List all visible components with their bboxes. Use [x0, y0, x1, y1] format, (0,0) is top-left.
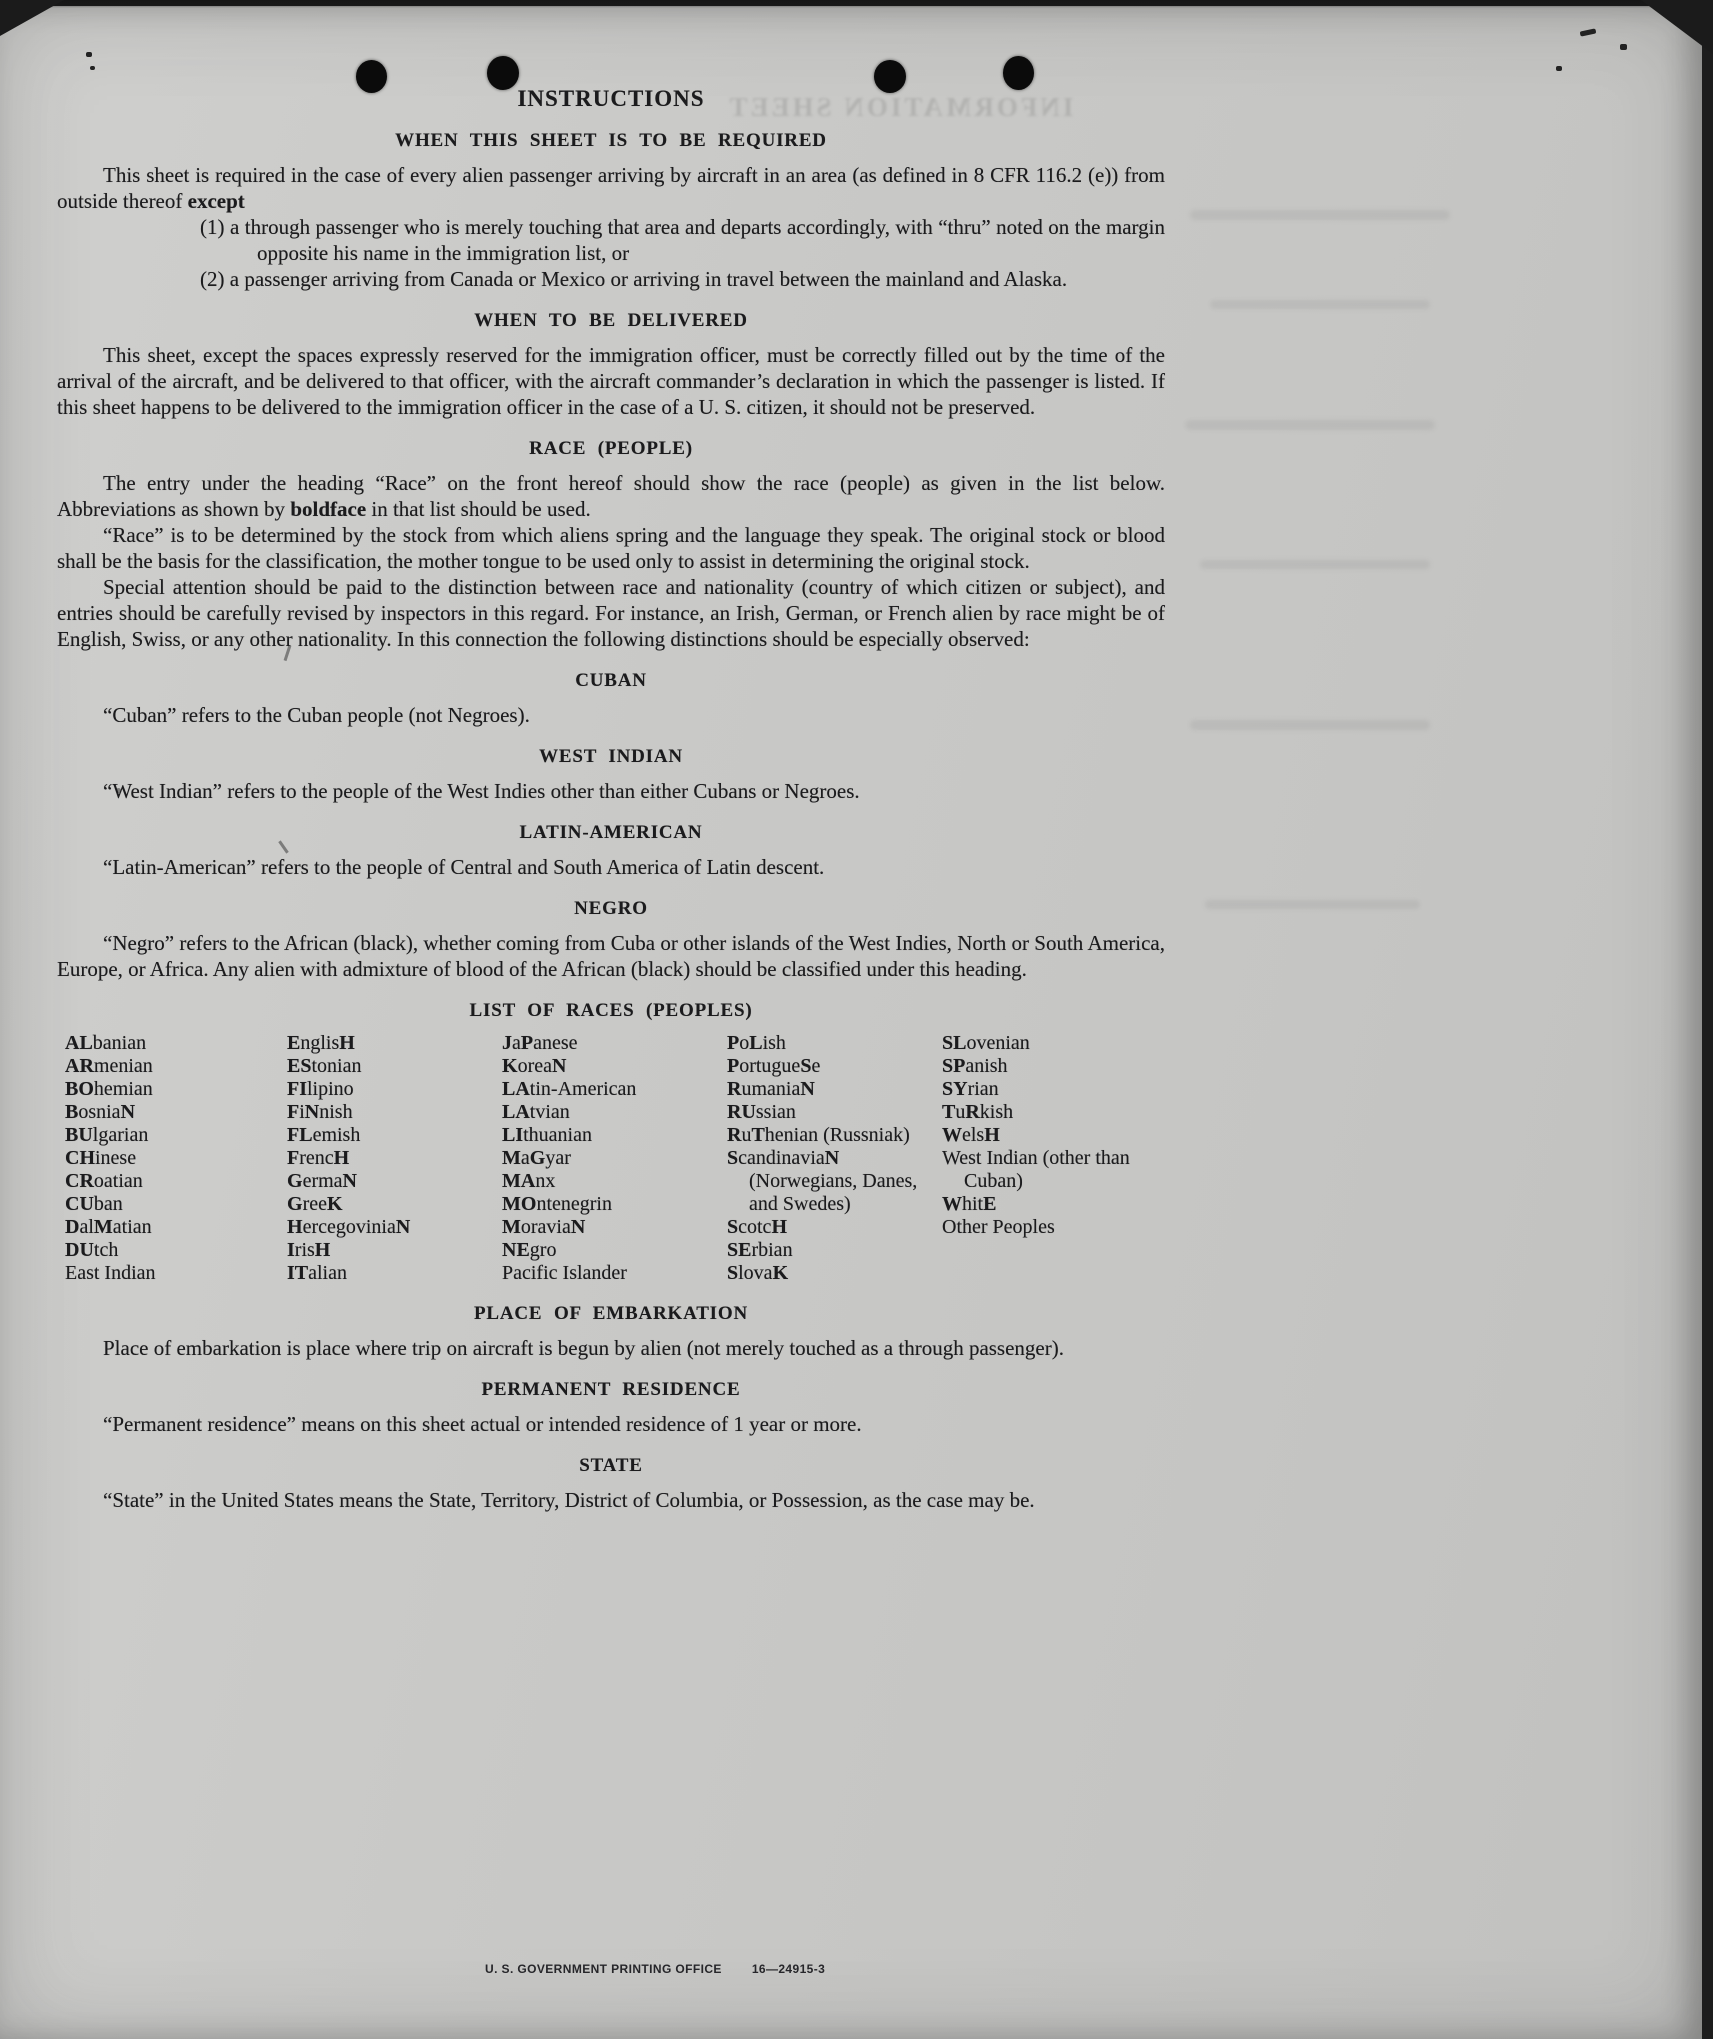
- bleedthrough-text: INFORMATION SHEET: [726, 92, 1074, 122]
- punch-hole: [487, 56, 519, 90]
- race-item: SLovenian: [942, 1032, 1030, 1054]
- scan-edge-right: [1702, 0, 1713, 2039]
- item-text: a passenger arriving from Canada or Mexico or arriving in travel between the mainland and Alaska.: [229, 267, 1068, 291]
- race-item: SPanish: [942, 1055, 1008, 1077]
- scan-speck: [86, 52, 92, 57]
- race-item: DUtch: [65, 1239, 119, 1261]
- race-item: BOhemian: [65, 1078, 153, 1100]
- paragraph-text: The entry under the heading “Race” on the front hereof should show the race (people) as given in the list below. Abbreviations as shown by: [57, 471, 1165, 521]
- scan-speck: [90, 66, 95, 70]
- bold-word-except: except: [187, 189, 245, 213]
- race-item: FIlipino: [287, 1078, 354, 1100]
- races-column-3: [502, 1032, 727, 1285]
- heading-negro: NEGRO: [574, 898, 648, 919]
- race-item: MOntenegrin: [502, 1193, 612, 1215]
- race-item: PortugueSe: [727, 1055, 821, 1077]
- paragraph-delivered: This sheet, except the spaces expressly reserved for the immigration officer, must be correctly filled out by the time of the arrival of the aircraft, and be delivered to that officer, with the aircraft commander’s declaration in which the passenger is listed. If this sheet happens to be delivered to the immigration officer in the case of a U. S. citizen, it should not be preserved.: [57, 343, 1165, 419]
- heading-race-people: RACE (PEOPLE): [529, 438, 693, 459]
- bleedthrough-smudge: [1185, 420, 1435, 430]
- race-item: FrencH: [287, 1147, 350, 1169]
- race-item: TuRkish: [942, 1101, 1014, 1123]
- heading-place-of-embarkation: PLACE OF EMBARKATION: [474, 1303, 748, 1324]
- race-item: Other Peoples: [942, 1216, 1055, 1238]
- race-item: IrisH: [287, 1239, 331, 1261]
- race-item: MaGyar: [502, 1147, 571, 1169]
- race-item: MoraviaN: [502, 1216, 586, 1238]
- race-item: LAtin-American: [502, 1078, 637, 1100]
- race-item: SErbian: [727, 1239, 793, 1261]
- race-item: SlovaK: [727, 1262, 789, 1284]
- paragraph-race-2: “Race” is to be determined by the stock from which aliens spring and the language they speak. The original stock or blood shall be the basis for the classification, the mother tongue to be used only to assist in determining the original stock.: [57, 523, 1165, 573]
- race-item: CRoatian: [65, 1170, 143, 1192]
- race-item: KoreaN: [502, 1055, 567, 1077]
- heading-latin-american: LATIN-AMERICAN: [519, 822, 703, 843]
- paragraph-residence: “Permanent residence” means on this sheet actual or intended residence of 1 year or more.: [103, 1412, 862, 1436]
- bleedthrough-smudge: [1200, 560, 1430, 569]
- race-item: EnglisH: [287, 1032, 355, 1054]
- list-item-2: [57, 266, 1165, 292]
- bleedthrough-smudge: [1190, 210, 1450, 220]
- heading-cuban: CUBAN: [575, 670, 647, 691]
- punch-hole: [1003, 56, 1034, 90]
- race-item: EStonian: [287, 1055, 362, 1077]
- form-code: 16—24915-3: [751, 1962, 826, 1976]
- race-item: ITalian: [287, 1262, 347, 1284]
- paragraph-latin-american: “Latin-American” refers to the people of Central and South America of Latin descent.: [103, 855, 825, 879]
- races-column-2: [287, 1032, 502, 1285]
- races-column-5: [942, 1032, 1165, 1285]
- race-item: HercegoviniaN: [287, 1216, 411, 1238]
- bleedthrough-smudge: [1210, 300, 1430, 309]
- heading-west-indian: WEST INDIAN: [539, 746, 683, 767]
- paragraph-required: [57, 162, 1165, 214]
- item-text: a through passenger who is merely touching that area and departs accordingly, with “thru” noted on the margin opposite his name in the immigration list, or: [229, 215, 1165, 265]
- race-item: CHinese: [65, 1147, 137, 1169]
- race-item: FLemish: [287, 1124, 361, 1146]
- race-item: CUban: [65, 1193, 123, 1215]
- paragraph-west-indian: “West Indian” refers to the people of the West Indies other than either Cubans or Negroes.: [103, 779, 860, 803]
- race-item: LIthuanian: [502, 1124, 592, 1146]
- paragraph-text: This sheet is required in the case of every alien passenger arriving by aircraft in an area (as defined in 8 CFR 116.2 (e)) from outside thereof: [57, 163, 1165, 213]
- heading-permanent-residence: PERMANENT RESIDENCE: [481, 1379, 741, 1400]
- race-item: JaPanese: [502, 1032, 578, 1054]
- race-item: RUssian: [727, 1101, 796, 1123]
- printing-office-footer: [485, 1962, 825, 1976]
- race-item: East Indian: [65, 1262, 156, 1284]
- bleedthrough-smudge: [1205, 900, 1420, 909]
- paragraph-race-1: [57, 470, 1165, 522]
- paragraph-race-3: Special attention should be paid to the distinction between race and nationality (country of which citizen or subject), and entries should be carefully revised by inspectors in this regard. For instance, an Irish, German, or French alien by race might be of English, Swiss, or any other nationality. In this connection the following distinctions should be especially observed:: [57, 575, 1165, 651]
- race-item: LAtvian: [502, 1101, 570, 1123]
- race-item: BosniaN: [65, 1101, 136, 1123]
- paragraph-cuban: “Cuban” refers to the Cuban people (not Negroes).: [103, 703, 530, 727]
- paragraph-negro: “Negro” refers to the African (black), whether coming from Cuba or other islands of the West Indies, North or South America, Europe, or Africa. Any alien with admixture of blood of the African (black) should be classified under this heading.: [57, 931, 1165, 981]
- races-columns: [57, 1032, 1165, 1285]
- race-item: RumaniaN: [727, 1078, 815, 1100]
- heading-list-of-races: LIST OF RACES (PEOPLES): [469, 1000, 753, 1021]
- scan-speck: [1620, 44, 1627, 50]
- paragraph-state: “State” in the United States means the State, Territory, District of Columbia, or Possession, as the case may be.: [103, 1488, 1035, 1512]
- bleedthrough-smudge: [1190, 720, 1430, 730]
- race-item: DalMatian: [65, 1216, 152, 1238]
- paragraph-text: in that list should be used.: [366, 497, 591, 521]
- scan-edge-top: [0, 0, 1713, 8]
- race-item: Pacific Islander: [502, 1262, 627, 1284]
- heading-state: STATE: [579, 1455, 643, 1476]
- race-item: GreeK: [287, 1193, 343, 1215]
- list-item-1: [57, 214, 1165, 266]
- races-column-1: [65, 1032, 287, 1285]
- paragraph-embarkation: Place of embarkation is place where trip on aircraft is begun by alien (not merely touched as a through passenger).: [103, 1336, 1064, 1360]
- race-item: West Indian (other than Cuban): [942, 1147, 1130, 1192]
- bold-word-boldface: boldface: [290, 497, 367, 521]
- item-number: (2): [200, 267, 225, 291]
- race-item: MAnx: [502, 1170, 556, 1192]
- race-item: ALbanian: [65, 1032, 147, 1054]
- race-item: NEgro: [502, 1239, 557, 1261]
- race-item: BUlgarian: [65, 1124, 149, 1146]
- race-item: ARmenian: [65, 1055, 153, 1077]
- race-item: ScotcH: [727, 1216, 787, 1238]
- printer-name: U. S. GOVERNMENT PRINTING OFFICE: [485, 1962, 722, 1976]
- race-item: FiNnish: [287, 1101, 353, 1123]
- scan-corner-top-left: [0, 0, 64, 36]
- heading-when-required: WHEN THIS SHEET IS TO BE REQUIRED: [395, 130, 827, 151]
- race-item: RuThenian (Russniak): [727, 1124, 910, 1146]
- document-content: [57, 86, 1165, 1513]
- document-title: INSTRUCTIONS: [517, 86, 705, 111]
- race-item: WelsH: [942, 1124, 1000, 1146]
- scan-corner-top-right: [1641, 0, 1713, 54]
- item-number: (1): [200, 215, 225, 239]
- race-item: GermaN: [287, 1170, 357, 1192]
- races-column-4: [727, 1032, 942, 1285]
- heading-when-delivered: WHEN TO BE DELIVERED: [474, 310, 748, 331]
- race-item: PoLish: [727, 1032, 786, 1054]
- race-item: WhitE: [942, 1193, 997, 1215]
- scan-speck: [1556, 66, 1562, 71]
- race-item: ScandinaviaN (Norwegians, Danes, and Swedes): [727, 1147, 918, 1215]
- race-item: SYrian: [942, 1078, 999, 1100]
